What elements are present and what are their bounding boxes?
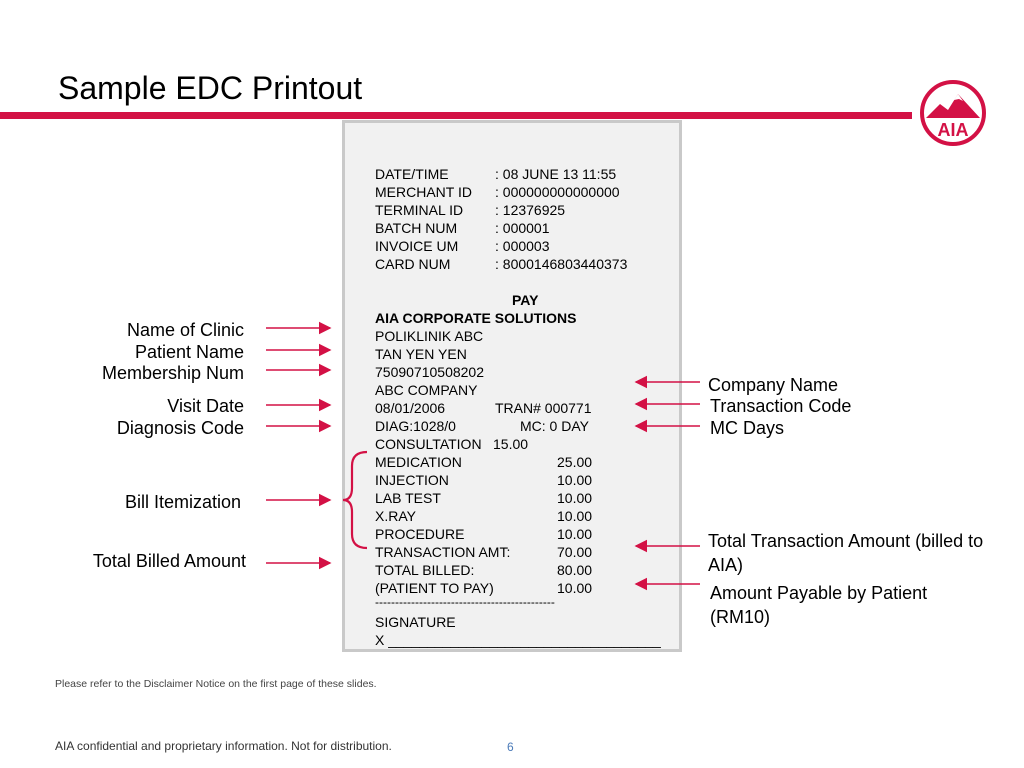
date-time-value: : 08 JUNE 13 11:55: [495, 166, 617, 182]
company-name: ABC COMPANY: [375, 382, 478, 398]
label-total-transaction-amount-line2: AIA): [708, 555, 744, 575]
lab-test-label: LAB TEST: [375, 490, 441, 506]
membership-number: 75090710508202: [375, 364, 485, 380]
batch-num-value: : 000001: [495, 220, 550, 236]
transaction-amt-label: TRANSACTION AMT:: [375, 544, 511, 560]
clinic-name: POLIKLINIK ABC: [375, 328, 484, 344]
label-amount-payable-line2: (RM10): [710, 607, 771, 627]
signature-line: X ___________________________________: [375, 632, 661, 648]
label-visit-date: Visit Date: [167, 396, 244, 416]
injection-label: INJECTION: [375, 472, 449, 488]
batch-num-label: BATCH NUM: [375, 220, 458, 236]
diagnosis-code: DIAG:1028/0: [375, 418, 456, 434]
label-mc-days: MC Days: [710, 418, 785, 438]
signature-label: SIGNATURE: [375, 614, 456, 630]
patient-name: TAN YEN YEN: [375, 346, 467, 362]
transaction-code: TRAN# 000771: [495, 400, 592, 416]
label-diagnosis-code: Diagnosis Code: [116, 418, 244, 438]
label-membership-num: Membership Num: [101, 363, 244, 383]
disclaimer-note: Please refer to the Disclaimer Notice on the first page of these slides.: [55, 678, 377, 690]
medication-label: MEDICATION: [375, 454, 462, 470]
page-number: 6: [507, 740, 514, 754]
company-header: AIA CORPORATE SOLUTIONS: [375, 310, 577, 326]
invoice-um-value: : 000003: [495, 238, 550, 254]
terminal-id-value: : 12376925: [495, 202, 566, 218]
patient-to-pay-value: 10.00: [557, 580, 593, 596]
label-total-billed-amount: Total Billed Amount: [92, 551, 246, 571]
dash-divider: ---------------------------------------------: [375, 595, 555, 609]
consultation-value: 15.00: [493, 436, 529, 452]
label-bill-itemization: Bill Itemization: [124, 492, 241, 512]
label-amount-payable-line1: Amount Payable by Patient: [710, 583, 928, 603]
patient-to-pay-label: (PATIENT TO PAY): [375, 580, 494, 596]
xray-label: X.RAY: [375, 508, 416, 524]
label-name-of-clinic: Name of Clinic: [126, 320, 244, 340]
date-time-label: DATE/TIME: [375, 166, 449, 182]
merchant-id-value: : 000000000000000: [495, 184, 620, 200]
procedure-value: 10.00: [557, 526, 593, 542]
procedure-label: PROCEDURE: [375, 526, 465, 542]
label-company-name: Company Name: [708, 375, 839, 395]
card-num-value: : 8000146803440373: [495, 256, 628, 272]
medication-value: 25.00: [557, 454, 593, 470]
visit-date: 08/01/2006: [375, 400, 446, 416]
injection-value: 10.00: [557, 472, 593, 488]
slide-title: Sample EDC Printout: [58, 70, 363, 106]
terminal-id-label: TERMINAL ID: [375, 202, 464, 218]
bill-itemization-brace: [343, 452, 367, 548]
merchant-id-label: MERCHANT ID: [375, 184, 472, 200]
pay-heading: PAY: [512, 292, 539, 308]
lab-test-value: 10.00: [557, 490, 593, 506]
xray-value: 10.00: [557, 508, 593, 524]
logo-text: AIA: [937, 120, 969, 140]
label-total-transaction-amount-line1: Total Transaction Amount (billed to: [708, 531, 984, 551]
consultation-label: CONSULTATION: [375, 436, 482, 452]
total-billed-value: 80.00: [557, 562, 593, 578]
mc-days: MC: 0 DAY: [520, 418, 589, 434]
card-num-label: CARD NUM: [375, 256, 451, 272]
total-billed-label: TOTAL BILLED:: [375, 562, 475, 578]
invoice-um-label: INVOICE UM: [375, 238, 459, 254]
confidential-footer: AIA confidential and proprietary information. Not for distribution.: [55, 739, 392, 753]
label-patient-name: Patient Name: [134, 342, 244, 362]
label-transaction-code: Transaction Code: [710, 396, 852, 416]
transaction-amt-value: 70.00: [557, 544, 593, 560]
